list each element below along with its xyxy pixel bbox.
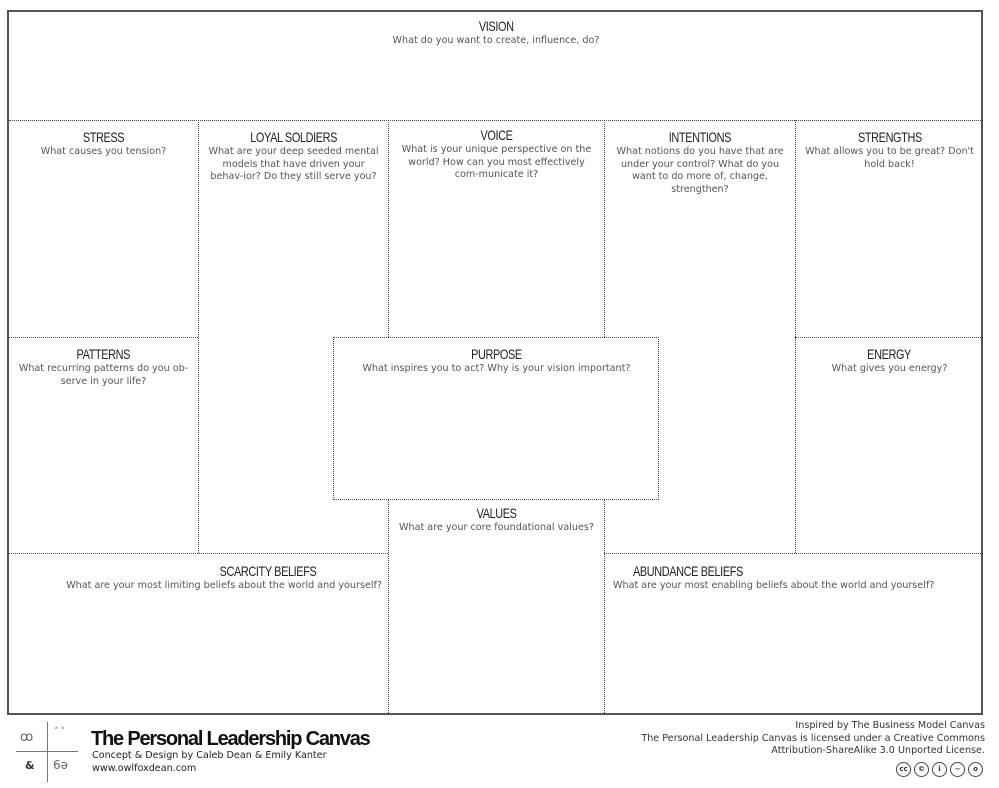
block-prompt: What causes you tension? (40, 146, 167, 157)
block-prompt: What inspires you to act? Why is your vision important? (362, 363, 631, 374)
owl-icon: ꝏ (20, 730, 34, 745)
canvas-title: The Personal Leadership Canvas (91, 728, 370, 750)
block-loyal-soldiers[interactable] (199, 127, 388, 184)
block-title: STRESS (82, 129, 125, 145)
block-prompt: What are your core foundational values? (399, 522, 594, 533)
inspired-by: Inspired by The Business Model Canvas (795, 720, 985, 731)
glasses-icon: 6ə (53, 758, 69, 772)
creative-commons-badges[interactable] (896, 762, 983, 777)
block-title: VOICE (480, 127, 513, 143)
owlfoxdean-logo (14, 722, 78, 782)
block-voice[interactable] (389, 125, 604, 182)
block-vision[interactable] (9, 16, 983, 48)
block-title: INTENTIONS (668, 129, 732, 145)
block-prompt: What is your unique perspective on the world? How can you most effectively com-municate it? (401, 144, 592, 180)
block-prompt: What allows you to be great? Don't hold back! (805, 146, 974, 170)
divider (9, 337, 198, 338)
block-purpose[interactable] (334, 344, 659, 376)
sharealike-icon: ~ (950, 762, 965, 777)
block-prompt: What gives you energy? (831, 363, 948, 374)
block-strengths[interactable] (796, 127, 983, 171)
divider (9, 553, 388, 554)
copyright-icon: © (914, 762, 929, 777)
cc-icon: cc (896, 762, 911, 777)
website-link[interactable]: www.owlfoxdean.com (92, 763, 197, 774)
block-prompt: What notions do you have that are under your control? What do you want to do more of, change, strengthen? (616, 146, 784, 195)
block-prompt: What recurring patterns do you ob-serve in your life? (18, 363, 189, 387)
block-title: VALUES (476, 505, 517, 521)
share-icon: o (968, 762, 983, 777)
block-energy[interactable] (796, 344, 983, 376)
license-line-1: The Personal Leadership Canvas is licensed under a Creative Commons (641, 732, 985, 744)
block-title: VISION (478, 18, 514, 34)
block-title: ENERGY (867, 346, 912, 362)
block-prompt: What are your most enabling beliefs about the world and yourself? (613, 580, 935, 591)
block-title: STRENGTHS (857, 129, 922, 145)
block-intentions[interactable] (605, 127, 795, 196)
divider (198, 120, 199, 553)
block-title: LOYAL SOLDIERS (250, 129, 337, 145)
divider (604, 500, 605, 715)
license-info (641, 720, 985, 758)
divider (9, 120, 983, 121)
block-title: SCARCITY BELIEFS (220, 563, 317, 579)
ampersand-icon: & (25, 759, 35, 772)
block-prompt: What are your most limiting beliefs about the world and yourself? (66, 580, 382, 591)
divider (604, 553, 983, 554)
block-patterns[interactable] (9, 344, 198, 388)
block-title: PURPOSE (471, 346, 522, 362)
block-stress[interactable] (9, 127, 198, 159)
block-values[interactable] (389, 503, 604, 535)
block-prompt: What do you want to create, influence, do? (392, 35, 600, 46)
credits: Concept & Design by Caleb Dean & Emily Kanter (92, 750, 327, 761)
block-title: ABUNDANCE BELIEFS (633, 563, 743, 579)
license-line-2: Attribution-ShareAlike 3.0 Unported License. (771, 745, 985, 756)
block-abundance-beliefs[interactable] (605, 561, 983, 593)
block-prompt: What are your deep seeded mental models that have driven your behav-ior? Do they still serve you? (208, 146, 379, 182)
fox-icon: ˄˄ (54, 727, 67, 737)
attribution-icon: i (932, 762, 947, 777)
divider (795, 337, 983, 338)
block-title: PATTERNS (76, 346, 131, 362)
block-scarcity-beliefs[interactable] (9, 561, 388, 593)
